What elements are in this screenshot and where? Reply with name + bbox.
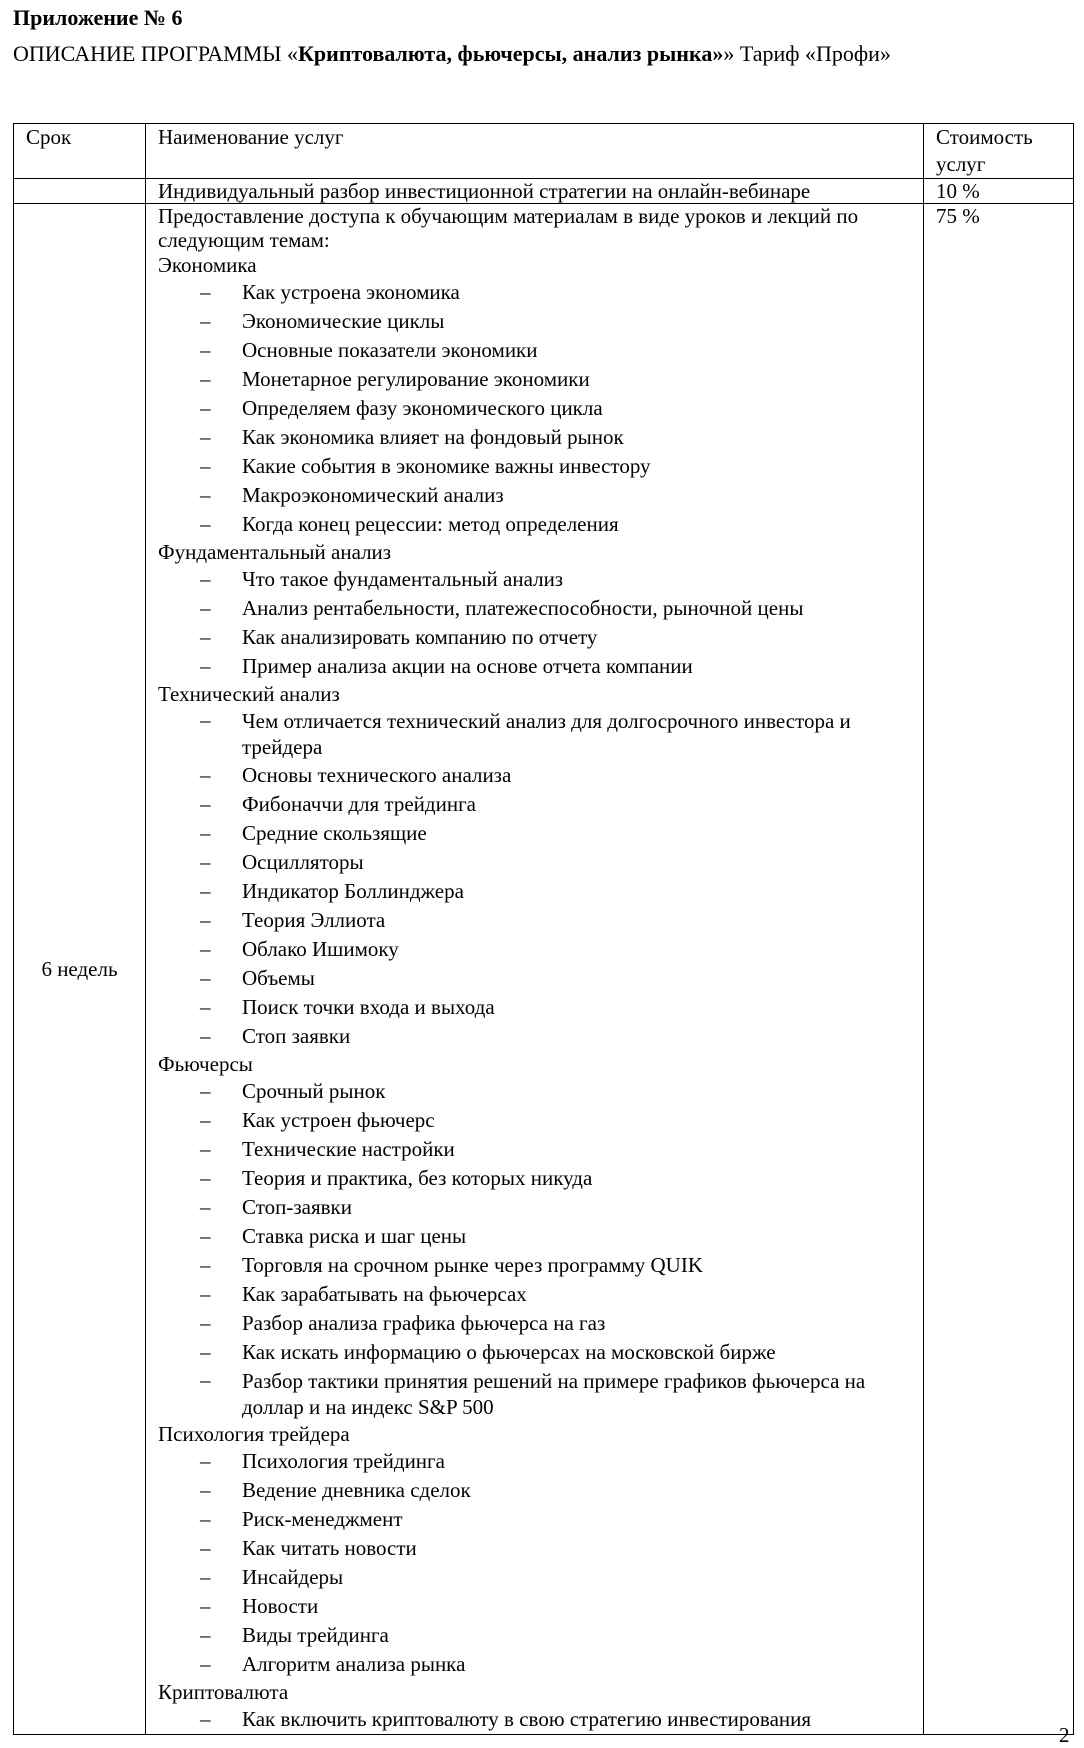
table-header-row [14, 124, 1074, 179]
topic-sections [158, 252, 911, 1734]
topic-list [158, 278, 911, 539]
topic-item: – Монетарное регулирование экономики [158, 365, 911, 394]
topic-item: – Технические настройки [158, 1135, 911, 1164]
description-suffix: » Тариф «Профи» [723, 41, 891, 66]
row1-name: Индивидуальный разбор инвестиционной стратегии на онлайн-вебинаре [146, 179, 924, 204]
program-table [13, 123, 1074, 1735]
topic-list [158, 1447, 911, 1679]
topic-list [158, 1705, 911, 1734]
topic-item: – Пример анализа акции на основе отчета компании [158, 652, 911, 681]
topic-list [158, 565, 911, 681]
topic-item: – Когда конец рецессии: метод определения [158, 510, 911, 539]
topic-item: – Разбор анализа графика фьючерса на газ [158, 1309, 911, 1338]
topic-item: – Осцилляторы [158, 848, 911, 877]
topic-item: – Как включить криптовалюту в свою стратегию инвестирования [158, 1705, 911, 1734]
topic-item: – Психология трейдинга [158, 1447, 911, 1476]
topic-item: – Облако Ишимоку [158, 935, 911, 964]
header-term: Срок [14, 124, 146, 179]
page-number: 2 [1059, 1723, 1070, 1747]
program-name: Криптовалюта, фьючерсы, анализ рынка» [297, 41, 724, 66]
topic-item: – Как зарабатывать на фьючерсах [158, 1280, 911, 1309]
topic-item: – Виды трейдинга [158, 1621, 911, 1650]
table-row-webinar [14, 179, 1074, 204]
description-prefix: ОПИСАНИЕ ПРОГРАММЫ « [13, 41, 298, 66]
section-title: Психология трейдера [158, 1422, 350, 1446]
row1-cost: 10 % [924, 179, 1074, 204]
appendix-title: Приложение № 6 [13, 5, 183, 30]
topic-item: – Алгоритм анализа рынка [158, 1650, 911, 1679]
topic-item: – Разбор тактики принятия решений на примере графиков фьючерса на доллар и на индекс S&P 500 [158, 1367, 911, 1421]
topic-item: – Как устроен фьючерс [158, 1106, 911, 1135]
row2-cost: 75 % [924, 204, 1074, 1735]
topic-list [158, 707, 911, 1051]
topic-item: – Как искать информацию о фьючерсах на московской бирже [158, 1338, 911, 1367]
topic-item: – Теория и практика, без которых никуда [158, 1164, 911, 1193]
row2-content [146, 204, 924, 1735]
topic-item: – Инсайдеры [158, 1563, 911, 1592]
topic-item: – Риск-менеджмент [158, 1505, 911, 1534]
row2-term: 6 недель [14, 204, 146, 1735]
topic-item: – Экономические циклы [158, 307, 911, 336]
topic-item: – Основы технического анализа [158, 761, 911, 790]
table-row-materials [14, 204, 1074, 1735]
section-title: Технический анализ [158, 682, 340, 706]
topic-item: – Теория Эллиота [158, 906, 911, 935]
section-title: Фьючерсы [158, 1052, 253, 1076]
topic-item: – Срочный рынок [158, 1077, 911, 1106]
topic-item: – Чем отличается технический анализ для долгосрочного инвестора и трейдера [158, 707, 911, 761]
topic-item: – Индикатор Боллинджера [158, 877, 911, 906]
topic-item: – Определяем фазу экономического цикла [158, 394, 911, 423]
topic-item: – Поиск точки входа и выхода [158, 993, 911, 1022]
topic-item: – Макроэкономический анализ [158, 481, 911, 510]
topic-item: – Что такое фундаментальный анализ [158, 565, 911, 594]
topic-item: – Объемы [158, 964, 911, 993]
topic-item: – Фибоначчи для трейдинга [158, 790, 911, 819]
topic-item: – Ставка риска и шаг цены [158, 1222, 911, 1251]
topic-item: – Основные показатели экономики [158, 336, 911, 365]
topic-item: – Как читать новости [158, 1534, 911, 1563]
topic-item: – Как устроена экономика [158, 278, 911, 307]
row1-term [14, 179, 146, 204]
section-title: Криптовалюта [158, 1680, 289, 1704]
topic-item: – Торговля на срочном рынке через программу QUIK [158, 1251, 911, 1280]
topic-item: – Стоп заявки [158, 1022, 911, 1051]
topic-item: – Как экономика влияет на фондовый рынок [158, 423, 911, 452]
topic-item: – Средние скользящие [158, 819, 911, 848]
topic-item: – Как анализировать компанию по отчету [158, 623, 911, 652]
header-cost: Стоимость услуг [924, 124, 1074, 179]
topic-item: – Анализ рентабельности, платежеспособности, рыночной цены [158, 594, 911, 623]
row2-intro: Предоставление доступа к обучающим материалам в виде уроков и лекций по следующим темам: [158, 204, 859, 252]
topic-item: – Стоп-заявки [158, 1193, 911, 1222]
section-title: Экономика [158, 253, 257, 277]
topic-item: – Новости [158, 1592, 911, 1621]
header-name: Наименование услуг [146, 124, 924, 179]
topic-item: – Ведение дневника сделок [158, 1476, 911, 1505]
topic-list [158, 1077, 911, 1421]
topic-item: – Какие события в экономике важны инвестору [158, 452, 911, 481]
section-title: Фундаментальный анализ [158, 540, 392, 564]
program-description [13, 37, 1073, 71]
